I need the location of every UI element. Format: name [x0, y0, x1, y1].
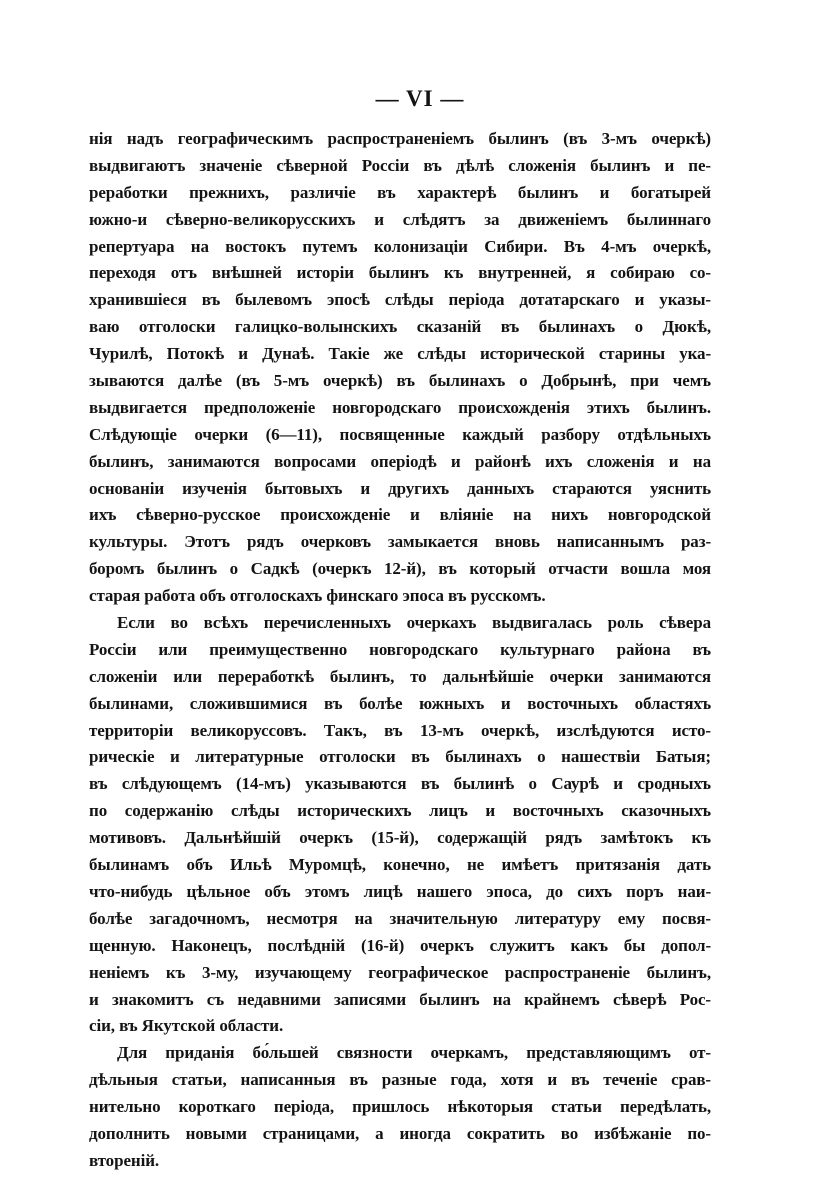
- page-number: — VI —: [375, 86, 465, 111]
- text-line: Чурилѣ, Потокѣ и Дунаѣ. Такіе же слѣды исторической старины ука-: [89, 344, 711, 364]
- text-line: нія надъ географическимъ распространеніемъ былинъ (въ 3-мъ очеркѣ): [89, 129, 711, 148]
- text-line: мотивовъ. Дальнѣйшій очеркъ (15-й), содержащій рядъ замѣтокъ къ: [89, 828, 711, 848]
- text-line: по содержанію слѣды историческихъ лицъ и восточныхъ сказочныхъ: [89, 801, 711, 821]
- text-line: репертуара на востокъ путемъ колонизаціи Сибири. Въ 4-мъ очеркѣ,: [89, 236, 711, 256]
- text-line: выдвигается предположеніе новгородскаго происхожденія этихъ былинъ.: [89, 397, 711, 417]
- text-line: сложеніи или переработкѣ былинъ, то дальнѣйшіе очерки занимаются: [89, 666, 711, 686]
- body-text: [89, 126, 711, 1175]
- text-line: выдвигаютъ значеніе сѣверной Россіи въ дѣлѣ сложенія былинъ и пе-: [89, 155, 711, 175]
- text-line: переходя отъ внѣшней исторіи былинъ къ внутренней, я собираю со-: [89, 263, 711, 283]
- text-line: территоріи великоруссовъ. Такъ, въ 13-мъ очеркѣ, изслѣдуются исто-: [89, 720, 711, 740]
- text-line: ваю отголоски галицко-волынскихъ сказаній въ былинахъ о Дюкѣ,: [89, 317, 711, 337]
- text-line: Для приданія бо́льшей связности очеркамъ, представляющимъ от-: [117, 1043, 711, 1063]
- text-line: нительно короткаго періода, пришлось нѣкоторыя статьи передѣлать,: [89, 1097, 711, 1117]
- text-line: былинамъ объ Ильѣ Муромцѣ, конечно, не имѣетъ притязанія дать: [89, 855, 711, 875]
- text-line: реработки прежнихъ, различіе въ характерѣ былинъ и богатырей: [89, 182, 711, 202]
- paragraph-2: [89, 610, 711, 1040]
- paragraph-3: [89, 1040, 711, 1174]
- text-line: дѣльныя статьи, написанныя въ разные года, хотя и въ теченіе срав-: [89, 1070, 711, 1090]
- text-line: былинъ, занимаются вопросами оперіодѣ и районѣ ихъ сложенія и на: [89, 451, 711, 471]
- text-line: ихъ сѣверно-русское происхожденіе и вліяніе на нихъ новгородской: [89, 505, 711, 525]
- text-line: неніемъ къ 3-му, изучающему географическое распространеніе былинъ,: [89, 962, 711, 982]
- text-line: Россіи или преимущественно новгородскаго культурнаго района въ: [89, 639, 711, 659]
- text-line: рическіе и литературные отголоски въ былинахъ о нашествіи Батыя;: [89, 747, 711, 767]
- text-line: основаніи изученія бытовыхъ и другихъ данныхъ стараются уяснить: [89, 478, 711, 498]
- text-line: культуры. Этотъ рядъ очерковъ замыкается вновь написаннымъ раз-: [89, 532, 711, 552]
- text-line: сіи, въ Якутской области.: [89, 1016, 284, 1036]
- text-line: Если во всѣхъ перечисленныхъ очеркахъ выдвигалась роль сѣвера: [117, 613, 711, 633]
- text-line: что-нибудь цѣльное объ этомъ лицѣ нашего эпоса, до сихъ поръ наи-: [89, 881, 711, 901]
- text-line: болѣе загадочномъ, несмотря на значительную литературу ему посвя-: [89, 908, 711, 928]
- text-line: дополнить новыми страницами, а иногда сократить во избѣжаніе по-: [89, 1123, 711, 1143]
- text-line: зываются далѣе (въ 5-мъ очеркѣ) въ былинахъ о Добрынѣ, при чемъ: [89, 371, 711, 391]
- text-line: и знакомитъ съ недавними записями былинъ на крайнемъ сѣверѣ Рос-: [89, 989, 711, 1009]
- text-line: боромъ былинъ о Садкѣ (очеркъ 12-й), въ который отчасти вошла моя: [89, 559, 711, 579]
- text-line: былинами, сложившимися въ болѣе южныхъ и восточныхъ областяхъ: [89, 693, 711, 713]
- text-line: Слѣдующіе очерки (6—11), посвященные каждый разбору отдѣльныхъ: [89, 424, 711, 444]
- text-line: южно-и сѣверно-великорусскихъ и слѣдятъ за движеніемъ былиннаго: [89, 209, 711, 229]
- paragraph-1: [89, 126, 711, 610]
- text-line: въ слѣдующемъ (14-мъ) указываются въ былинѣ о Саурѣ и сродныхъ: [89, 774, 711, 794]
- text-line: щенную. Наконецъ, послѣдній (16-й) очеркъ служитъ какъ бы допол-: [89, 935, 711, 955]
- text-line: старая работа объ отголоскахъ финскаго эпоса въ русскомъ.: [89, 586, 546, 606]
- text-line: втореній.: [89, 1150, 160, 1170]
- text-line: хранившіеся въ былевомъ эпосѣ слѣды періода дотатарскаго и указы-: [89, 290, 711, 310]
